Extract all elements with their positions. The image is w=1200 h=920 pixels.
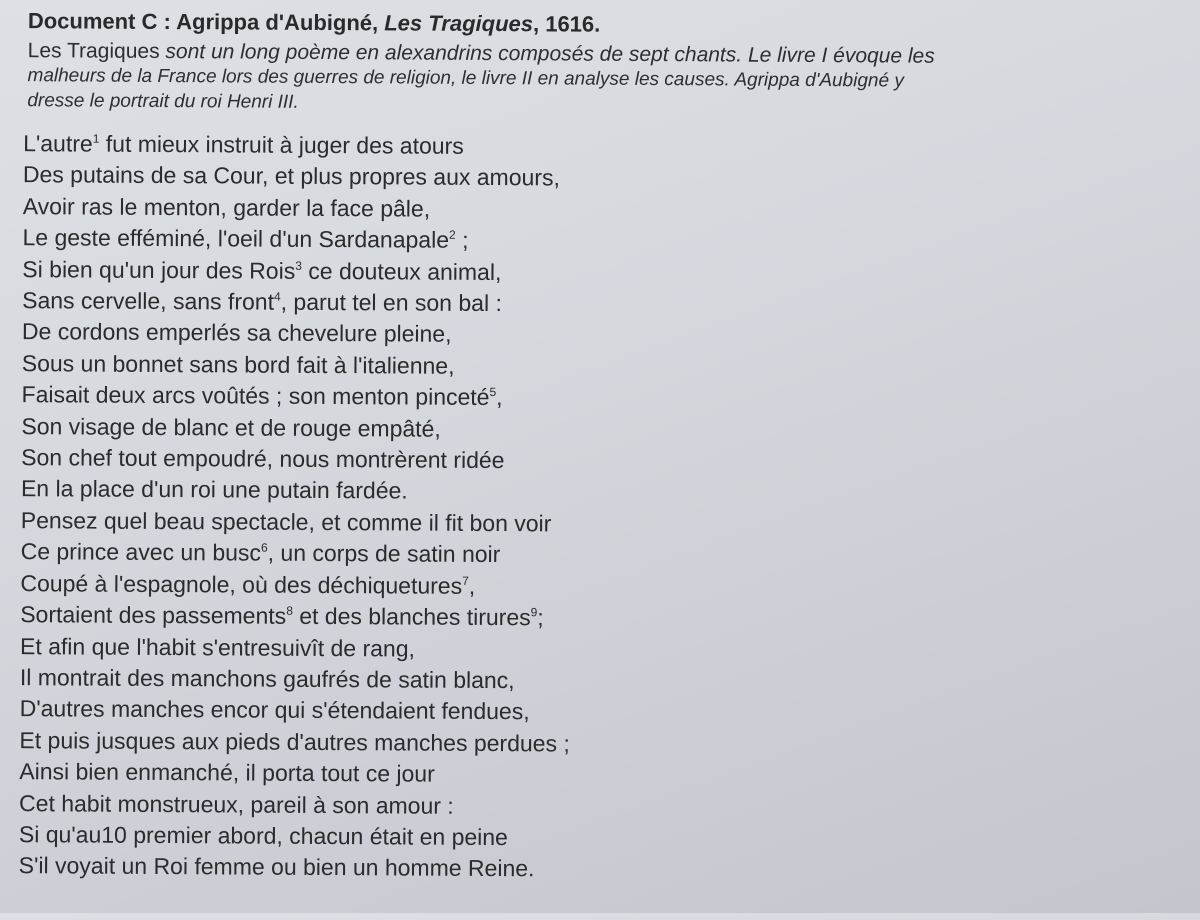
verse-text: Cet habit monstrueux, pareil à son amour :	[19, 789, 454, 819]
verse-text: Il montrait des manchons gaufrés de satin blanc,	[19, 664, 515, 694]
poem-verse-line	[23, 191, 574, 226]
footnote-marker: 2	[449, 227, 456, 243]
poem-excerpt	[19, 128, 574, 885]
poem-verse-line	[20, 631, 571, 666]
verse-text: Faisait deux arcs voûtés ; son menton pinceté	[21, 381, 490, 411]
poem-verse-line	[21, 536, 572, 571]
verse-text: , parut tel en son bal :	[280, 288, 502, 317]
poem-verse-line	[20, 662, 571, 697]
poem-verse-line	[20, 568, 571, 603]
work-title: Les Tragiques	[384, 10, 534, 37]
verse-text: ,	[468, 572, 476, 599]
poem-verse-line	[22, 222, 573, 257]
verse-text: Pensez quel beau spectacle, et comme il fit bon voir	[20, 507, 552, 537]
intro-line: malheurs de la France lors des guerres de religion, le livre II en analyse les causes. Agrippa d'Aubigné y	[27, 65, 904, 92]
verse-text: , un corps de satin noir	[267, 539, 501, 568]
verse-text: Sans cervelle, sans front	[22, 287, 275, 315]
verse-text: D'autres manches encor qui s'étendaient fendues,	[19, 695, 530, 725]
verse-text: Le geste efféminé, l'oeil d'un Sardanapale	[22, 224, 450, 253]
footnote-marker: 5	[489, 385, 497, 400]
verse-text: et des blanches tirures	[292, 602, 531, 631]
footnote-marker: 6	[260, 540, 268, 555]
poem-verse-line	[23, 128, 574, 163]
verse-text: Si qu'au10 premier abord, chacun était en peine	[18, 821, 508, 851]
verse-text: Et afin que l'habit s'entresuivît de rang,	[19, 632, 416, 662]
footnote-marker: 4	[273, 289, 281, 304]
document-label: Document C : Agrippa d'Aubigné,	[27, 8, 385, 36]
poem-verse-line	[22, 285, 573, 320]
poem-verse-line	[22, 254, 573, 289]
intro-text: sont un long poème en alexandrins composés de sept chants. Le livre I évoque les	[165, 40, 935, 68]
poem-verse-line	[21, 442, 572, 477]
verse-text: Son chef tout empoudré, nous montrèrent ridée	[21, 444, 505, 474]
verse-text: Sous un bonnet sans bord fait à l'italienne,	[21, 349, 455, 379]
poem-verse-line	[21, 379, 572, 414]
verse-text: ;	[537, 604, 544, 631]
footnote-marker: 8	[286, 603, 293, 618]
footnote-marker: 7	[462, 573, 469, 588]
verse-text: En la place d'un roi une putain fardée.	[20, 475, 408, 504]
verse-text: Ainsi bien enmanché, il porta tout ce jour	[19, 758, 435, 787]
verse-text: De cordons emperlés sa chevelure pleine,	[21, 318, 452, 348]
verse-text: ;	[455, 227, 469, 254]
publication-year: , 1616.	[532, 11, 601, 37]
verse-text: S'il voyait un Roi femme ou bien un homme Reine.	[18, 852, 535, 882]
poem-verse-line	[23, 160, 574, 195]
verse-text: L'autre	[23, 130, 93, 157]
verse-text: Et puis jusques aux pieds d'autres manches perdues ;	[19, 726, 570, 757]
intro-paragraph	[27, 38, 1200, 120]
document-title	[28, 8, 601, 37]
poem-verse-line	[22, 348, 573, 383]
poem-verse-line	[19, 725, 570, 760]
verse-text: Ce prince avec un busc	[20, 538, 262, 566]
footnote-marker: 9	[530, 605, 538, 620]
verse-text: Si bien qu'un jour des Rois	[22, 255, 296, 284]
verse-text: Sortaient des passements	[20, 601, 287, 629]
poem-verse-line	[19, 819, 570, 854]
verse-text: ,	[496, 384, 503, 411]
poem-verse-line	[22, 317, 573, 352]
poem-verse-line	[19, 788, 570, 823]
poem-verse-line	[21, 505, 572, 540]
poem-verse-line	[19, 756, 570, 791]
footnote-marker: 3	[295, 258, 303, 273]
verse-text: fut mieux instruit à juger des atours	[99, 130, 464, 159]
verse-text: Son visage de blanc et de rouge empâté,	[21, 412, 441, 442]
footnote-marker: 1	[92, 131, 100, 146]
verse-text: Avoir ras le menton, garder la face pâle,	[22, 192, 431, 222]
poem-verse-line	[21, 474, 572, 509]
poem-verse-line	[20, 693, 571, 728]
poem-verse-line	[20, 599, 571, 634]
poem-verse-line	[21, 411, 572, 446]
verse-text: Coupé à l'espagnole, où des déchiquetures	[20, 569, 463, 599]
intro-work-name: Les Tragiques	[27, 39, 166, 64]
verse-text: Des putains de sa Cour, et plus propres aux amours,	[22, 161, 560, 191]
poem-verse-line	[19, 850, 570, 885]
intro-line: dresse le portrait du roi Henri III.	[27, 90, 299, 113]
verse-text: ce douteux animal,	[301, 257, 502, 285]
